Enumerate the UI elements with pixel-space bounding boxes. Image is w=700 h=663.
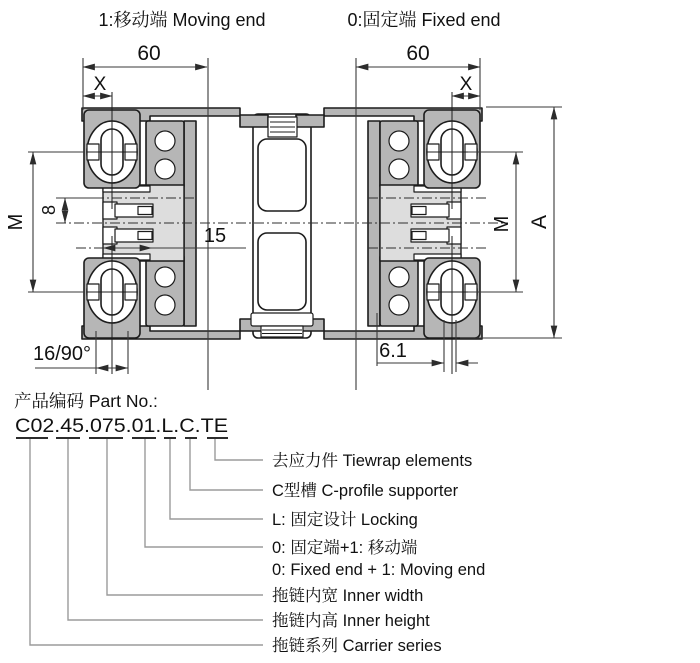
part-section-title: 产品编码 Part No.: [14, 391, 158, 411]
callout-leader-lines [30, 439, 263, 645]
dim-m-left: M [5, 213, 27, 231]
dim-pitch-8: 8 [39, 204, 59, 216]
callout-tiewrap-elements: 去应力件 Tiewrap elements [272, 452, 473, 470]
dim-slot-16-90: 16/90° [33, 343, 92, 365]
callout-inner-height: 拖链内高 Inner height [272, 612, 430, 630]
dim-width-left: 60 [137, 42, 161, 65]
callout-locking: L: 固定设计 Locking [272, 511, 418, 529]
callout-ends-cn: 0: 固定端+1: 移动端 [272, 539, 418, 557]
left-bracket-assembly [82, 108, 268, 339]
carrier-link [253, 114, 311, 338]
callout-ends-en: 0: Fixed end + 1: Moving end [272, 561, 486, 579]
dim-offset-6-1: 6.1 [379, 340, 407, 362]
dim-depth-15: 15 [203, 225, 227, 247]
right-bracket-assembly [296, 108, 482, 339]
callout-carrier-series: 拖链系列 Carrier series [272, 637, 442, 655]
dim-m-right: M [491, 215, 513, 233]
dim-width-right: 60 [406, 42, 430, 65]
dim-x-left: X [93, 74, 107, 95]
moving-end-label: 1:移动端 Moving end [98, 10, 266, 30]
dim-a-overall: A [528, 214, 551, 230]
fixed-end-label: 0:固定端 Fixed end [347, 10, 501, 30]
callout-c-profile: C型槽 C-profile supporter [272, 482, 459, 500]
callout-inner-width: 拖链内宽 Inner width [272, 587, 424, 605]
part-number: C02.45.075.01.L.C.TE [15, 416, 228, 437]
link-latch-top [268, 117, 297, 137]
dim-x-right: X [459, 74, 473, 95]
